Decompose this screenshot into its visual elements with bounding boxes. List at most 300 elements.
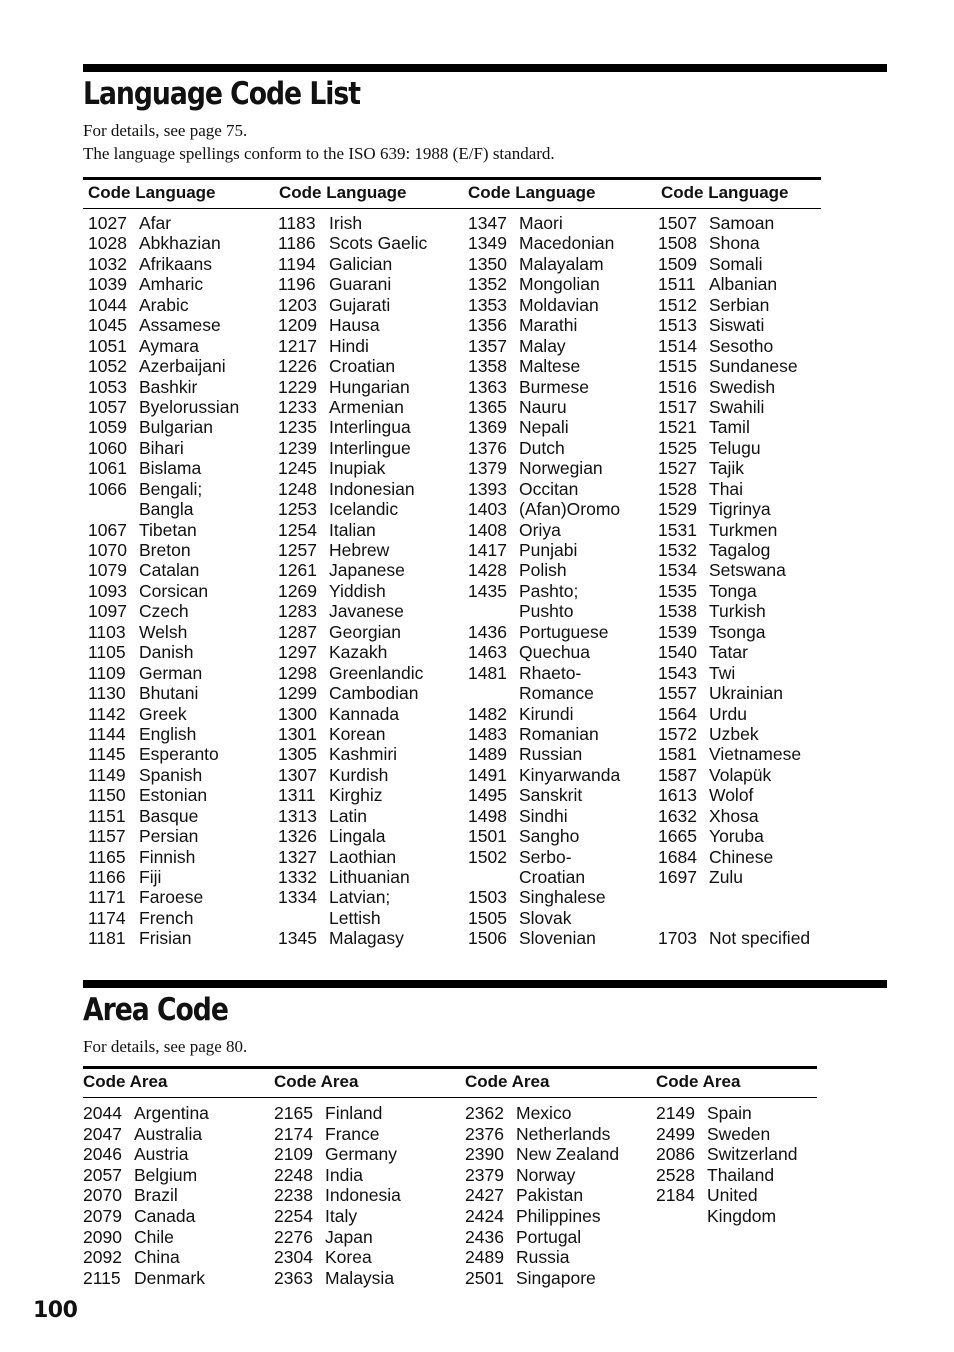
language-cell: Breton (139, 540, 191, 560)
language-cell: Hungarian (329, 376, 410, 397)
area-row (274, 1124, 459, 1145)
area-row (465, 1206, 650, 1227)
area-row (274, 1268, 459, 1289)
area-row (83, 1165, 268, 1186)
language-row (658, 581, 843, 601)
language-cell: Swedish (709, 376, 776, 397)
area-row (83, 1144, 268, 1165)
language-cell: Lingala (329, 826, 386, 847)
code-cell: 1269 (278, 580, 317, 601)
language-cell: Afrikaans (139, 253, 212, 274)
language-row (88, 601, 273, 621)
language-cell: Azerbaijani (139, 356, 226, 377)
language-row (468, 724, 653, 744)
code-cell: 1261 (278, 560, 317, 581)
language-row (658, 438, 843, 458)
code-cell: 1060 (88, 437, 127, 458)
language-cell: Estonian (139, 785, 208, 806)
language-row (278, 213, 463, 233)
code-cell: 1171 (88, 887, 126, 908)
language-cell: Sanskrit (519, 785, 583, 806)
code-cell: 1436 (468, 621, 507, 642)
code-cell: 1327 (278, 846, 317, 867)
language-cell: Zulu (709, 867, 744, 887)
area-cell: Austria (134, 1144, 189, 1165)
language-cell: Esperanto (139, 744, 219, 765)
language-row (468, 520, 653, 540)
area-header-3: Code Area (465, 1072, 550, 1091)
language-cell: Finnish (139, 846, 196, 867)
language-row (658, 785, 843, 805)
language-cell: Indonesian (329, 478, 415, 499)
code-cell: 2174 (274, 1123, 313, 1144)
language-cell: Assamese (139, 315, 221, 336)
code-cell: 1369 (468, 417, 507, 438)
area-table-header-rule (83, 1097, 817, 1098)
area-cell: Switzerland (707, 1144, 798, 1165)
language-cell: Rhaeto- (519, 662, 582, 683)
language-cell: Twi (709, 662, 736, 683)
area-column-1 (83, 1103, 268, 1288)
area-cell: New Zealand (516, 1144, 620, 1165)
code-cell: 1186 (278, 233, 316, 254)
code-cell: 1564 (658, 703, 697, 724)
language-row (468, 601, 653, 621)
code-cell: 2044 (83, 1103, 122, 1123)
area-row (465, 1165, 650, 1186)
language-row (88, 397, 273, 417)
language-row (468, 254, 653, 274)
language-cell: Corsican (139, 580, 209, 601)
language-row (658, 254, 843, 274)
code-cell: 1376 (468, 437, 507, 458)
code-cell: 1079 (88, 560, 127, 581)
code-cell: 1145 (88, 744, 126, 765)
code-cell: 1365 (468, 396, 507, 417)
area-cell: Mexico (516, 1103, 572, 1123)
code-cell: 1144 (88, 723, 126, 744)
language-cell: Latin (329, 805, 367, 826)
language-cell: Scots Gaelic (329, 233, 428, 254)
language-row (278, 315, 463, 335)
area-row (274, 1144, 459, 1165)
language-cell: Romanian (519, 723, 599, 744)
page-number: 100 (33, 1298, 78, 1323)
language-row (278, 908, 463, 928)
language-row (658, 397, 843, 417)
language-row (658, 356, 843, 376)
code-cell: 1174 (88, 907, 126, 928)
language-row (278, 765, 463, 785)
language-cell: Fiji (139, 867, 162, 887)
area-cell: Thailand (707, 1164, 775, 1185)
code-cell: 1498 (468, 805, 507, 826)
language-row (468, 438, 653, 458)
language-row (88, 315, 273, 335)
area-row (465, 1185, 650, 1206)
code-cell: 1347 (468, 213, 507, 233)
language-cell: Kinyarwanda (519, 764, 621, 785)
language-cell: Chinese (709, 846, 774, 867)
language-cell: Inupiak (329, 458, 386, 479)
language-row (278, 928, 463, 948)
language-row (278, 867, 463, 887)
area-row (465, 1227, 650, 1248)
language-cell: Armenian (329, 396, 404, 417)
area-column-2 (274, 1103, 459, 1288)
language-cell: Slovak (519, 907, 572, 928)
area-row (274, 1165, 459, 1186)
area-row (83, 1103, 268, 1124)
code-cell: 1501 (468, 826, 507, 847)
code-cell: 1301 (278, 723, 317, 744)
code-cell: 1217 (278, 335, 317, 356)
code-cell: 1149 (88, 764, 126, 785)
language-cell: Urdu (709, 703, 747, 724)
language-row (468, 785, 653, 805)
code-cell: 1245 (278, 458, 317, 479)
language-cell: Polish (519, 560, 567, 581)
language-cell: Kannada (329, 703, 400, 724)
language-cell: Bangla (139, 499, 194, 520)
language-row (468, 683, 653, 703)
code-cell: 1057 (88, 396, 127, 417)
language-row (658, 847, 843, 867)
code-cell: 2070 (83, 1185, 122, 1206)
area-row (656, 1124, 841, 1145)
language-cell: Guarani (329, 274, 392, 295)
language-row (468, 233, 653, 253)
area-cell: Netherlands (516, 1123, 611, 1144)
language-cell: Nauru (519, 396, 567, 417)
code-cell: 2047 (83, 1123, 122, 1144)
language-cell: Mongolian (519, 274, 600, 295)
language-cell: Tajik (709, 458, 745, 479)
language-cell: Siswati (709, 315, 765, 336)
code-cell: 1515 (658, 356, 697, 377)
language-cell: Afar (139, 213, 172, 233)
language-row (278, 499, 463, 519)
language-row (88, 785, 273, 805)
language-row (88, 765, 273, 785)
code-cell: 1044 (88, 294, 127, 315)
area-cell: Finland (325, 1103, 383, 1123)
language-cell: Sundanese (709, 356, 798, 377)
language-row (278, 704, 463, 724)
language-cell: Croatian (329, 356, 396, 377)
language-cell: Shona (709, 233, 760, 254)
language-cell: Gujarati (329, 294, 391, 315)
language-cell: Bulgarian (139, 417, 213, 438)
language-row (468, 908, 653, 928)
code-cell: 1028 (88, 233, 127, 254)
language-row (468, 274, 653, 294)
area-cell: Chile (134, 1226, 174, 1247)
language-row (468, 560, 653, 580)
language-column-3 (468, 213, 653, 949)
language-row (88, 867, 273, 887)
area-cell: Singapore (516, 1267, 596, 1288)
code-cell: 1053 (88, 376, 127, 397)
code-cell: 1183 (278, 213, 316, 233)
language-cell: Swahili (709, 396, 765, 417)
code-cell: 1248 (278, 478, 317, 499)
code-cell: 1103 (88, 621, 126, 642)
code-cell: 1491 (468, 764, 507, 785)
language-cell: Byelorussian (139, 396, 240, 417)
code-cell: 1393 (468, 478, 507, 499)
language-cell: Slovenian (519, 928, 596, 949)
code-cell: 1521 (658, 417, 697, 438)
code-cell: 2090 (83, 1226, 122, 1247)
language-cell: Marathi (519, 315, 578, 336)
language-cell: Bashkir (139, 376, 198, 397)
code-cell: 1235 (278, 417, 317, 438)
code-cell: 1529 (658, 499, 697, 520)
language-cell: Tibetan (139, 519, 197, 540)
language-row (278, 560, 463, 580)
language-column-2 (278, 213, 463, 949)
code-cell: 1313 (278, 805, 317, 826)
language-row (88, 581, 273, 601)
language-row (468, 336, 653, 356)
language-cell: Pashto; (519, 580, 579, 601)
area-cell: Japan (325, 1226, 373, 1247)
language-row (468, 928, 653, 948)
language-table-top-rule (83, 177, 821, 180)
language-cell: Sesotho (709, 335, 774, 356)
area-details-note: For details, see page 80. (83, 1037, 248, 1056)
language-cell: Basque (139, 805, 199, 826)
language-row (278, 540, 463, 560)
language-cell: Maori (519, 213, 563, 233)
language-cell: Tatar (709, 642, 748, 663)
language-row (278, 642, 463, 662)
area-header-1: Code Area (83, 1072, 168, 1091)
code-cell: 2115 (83, 1267, 121, 1288)
code-cell: 1403 (468, 499, 507, 520)
language-cell: Oriya (519, 519, 561, 540)
code-cell: 1130 (88, 683, 126, 704)
language-column-4 (658, 213, 843, 949)
code-cell: 1508 (658, 233, 697, 254)
code-cell: 1540 (658, 642, 697, 663)
language-row (658, 540, 843, 560)
area-header-4: Code Area (656, 1072, 741, 1091)
code-cell: 1534 (658, 560, 697, 581)
language-row (88, 499, 273, 519)
language-row (468, 744, 653, 764)
language-header-4: Code Language (661, 183, 789, 202)
code-cell: 2362 (465, 1103, 504, 1123)
code-cell: 1463 (468, 642, 507, 663)
language-row (468, 847, 653, 867)
language-cell: Macedonian (519, 233, 615, 254)
code-cell: 2376 (465, 1123, 504, 1144)
code-cell: 2165 (274, 1103, 313, 1123)
language-cell: Kurdish (329, 764, 389, 785)
language-cell: Vietnamese (709, 744, 802, 765)
language-cell: Nepali (519, 417, 569, 438)
language-row (88, 295, 273, 315)
code-cell: 2092 (83, 1247, 122, 1268)
language-row (468, 704, 653, 724)
language-row (468, 765, 653, 785)
language-row (88, 806, 273, 826)
code-cell: 1253 (278, 499, 317, 520)
area-row (83, 1124, 268, 1145)
language-row (658, 315, 843, 335)
language-cell: Korean (329, 723, 386, 744)
language-row (658, 274, 843, 294)
language-row (88, 377, 273, 397)
code-cell: 1481 (468, 662, 507, 683)
code-cell: 1233 (278, 396, 317, 417)
language-cell: Maltese (519, 356, 581, 377)
language-row (468, 540, 653, 560)
language-cell: Catalan (139, 560, 200, 581)
language-row (88, 213, 273, 233)
language-cell: Latvian; (329, 887, 391, 908)
language-row (278, 663, 463, 683)
language-cell: Not specified (709, 928, 811, 949)
area-cell: Norway (516, 1164, 576, 1185)
language-cell: Kazakh (329, 642, 388, 663)
area-cell: China (134, 1247, 180, 1268)
language-cell: Interlingue (329, 437, 411, 458)
language-row (658, 704, 843, 724)
language-cell: Javanese (329, 601, 404, 622)
code-cell: 1345 (278, 928, 317, 949)
language-row (88, 560, 273, 580)
language-cell: Dutch (519, 437, 565, 458)
language-cell: Yiddish (329, 580, 386, 601)
language-row (658, 867, 843, 887)
language-row (278, 417, 463, 437)
language-cell: French (139, 907, 194, 928)
area-row (274, 1206, 459, 1227)
code-cell: 1181 (88, 928, 126, 949)
language-column-1 (88, 213, 273, 949)
language-table-header-rule (83, 208, 821, 209)
language-row (658, 622, 843, 642)
area-cell: Russia (516, 1247, 570, 1268)
language-cell: German (139, 662, 203, 683)
area-row (274, 1103, 459, 1124)
language-cell: Turkmen (709, 519, 778, 540)
area-row (656, 1165, 841, 1186)
language-row (468, 826, 653, 846)
language-row (88, 274, 273, 294)
area-row (656, 1103, 841, 1124)
language-row (278, 581, 463, 601)
language-cell: Xhosa (709, 805, 759, 826)
code-cell: 2489 (465, 1247, 504, 1268)
code-cell: 1532 (658, 540, 697, 560)
code-cell: 2424 (465, 1205, 504, 1226)
area-row (656, 1144, 841, 1165)
language-cell: Lithuanian (329, 867, 410, 887)
language-row (88, 336, 273, 356)
code-cell: 1356 (468, 315, 507, 336)
code-cell: 1298 (278, 662, 317, 683)
language-row (658, 765, 843, 785)
language-cell: Albanian (709, 274, 778, 295)
code-cell: 1097 (88, 601, 127, 622)
language-row (278, 724, 463, 744)
language-cell: Japanese (329, 560, 405, 581)
area-row (465, 1144, 650, 1165)
language-cell: Croatian (519, 867, 586, 887)
code-cell: 1239 (278, 437, 317, 458)
code-cell: 1165 (88, 846, 126, 867)
language-cell: Irish (329, 213, 363, 233)
language-cell: Lettish (329, 907, 381, 928)
language-cell: Abkhazian (139, 233, 221, 254)
language-row (88, 642, 273, 662)
code-cell: 1305 (278, 744, 317, 765)
language-cell: Bislama (139, 458, 202, 479)
code-cell: 2379 (465, 1164, 504, 1185)
code-cell: 1032 (88, 253, 127, 274)
code-cell: 1684 (658, 846, 697, 867)
language-cell: Hausa (329, 315, 380, 336)
area-column-4 (656, 1103, 841, 1227)
code-cell: 2079 (83, 1205, 122, 1226)
code-cell: 1093 (88, 580, 127, 601)
language-row (278, 622, 463, 642)
code-cell: 1495 (468, 785, 507, 806)
code-cell: 1142 (88, 703, 126, 724)
code-cell: 1697 (658, 867, 697, 887)
language-cell: Setswana (709, 560, 786, 581)
language-cell: Bihari (139, 437, 184, 458)
area-row (274, 1185, 459, 1206)
code-cell: 1067 (88, 519, 127, 540)
language-row (88, 458, 273, 478)
language-row (468, 887, 653, 907)
language-cell: Danish (139, 642, 194, 663)
area-cell: Denmark (134, 1267, 205, 1288)
area-cell: Sweden (707, 1123, 771, 1144)
code-cell: 1353 (468, 294, 507, 315)
area-row (83, 1206, 268, 1227)
code-cell: 1511 (658, 274, 696, 295)
code-cell: 1311 (278, 785, 316, 806)
language-row (468, 663, 653, 683)
language-cell: Malagasy (329, 928, 404, 949)
code-cell: 1209 (278, 315, 317, 336)
code-cell: 2046 (83, 1144, 122, 1165)
area-section-title: Area Code (83, 992, 228, 1028)
language-row (88, 622, 273, 642)
code-cell: 1581 (658, 744, 697, 765)
language-row (88, 908, 273, 928)
code-cell: 1059 (88, 417, 127, 438)
code-cell: 1483 (468, 723, 507, 744)
code-cell: 1229 (278, 376, 317, 397)
code-cell: 1105 (88, 642, 126, 663)
code-cell: 1358 (468, 356, 507, 377)
code-cell: 1613 (658, 785, 697, 806)
language-cell: Hindi (329, 335, 369, 356)
language-row (88, 887, 273, 907)
code-cell: 2528 (656, 1164, 695, 1185)
code-cell: 2390 (465, 1144, 504, 1165)
language-cell: Punjabi (519, 540, 578, 560)
area-row (656, 1206, 841, 1227)
code-cell: 2184 (656, 1185, 695, 1206)
